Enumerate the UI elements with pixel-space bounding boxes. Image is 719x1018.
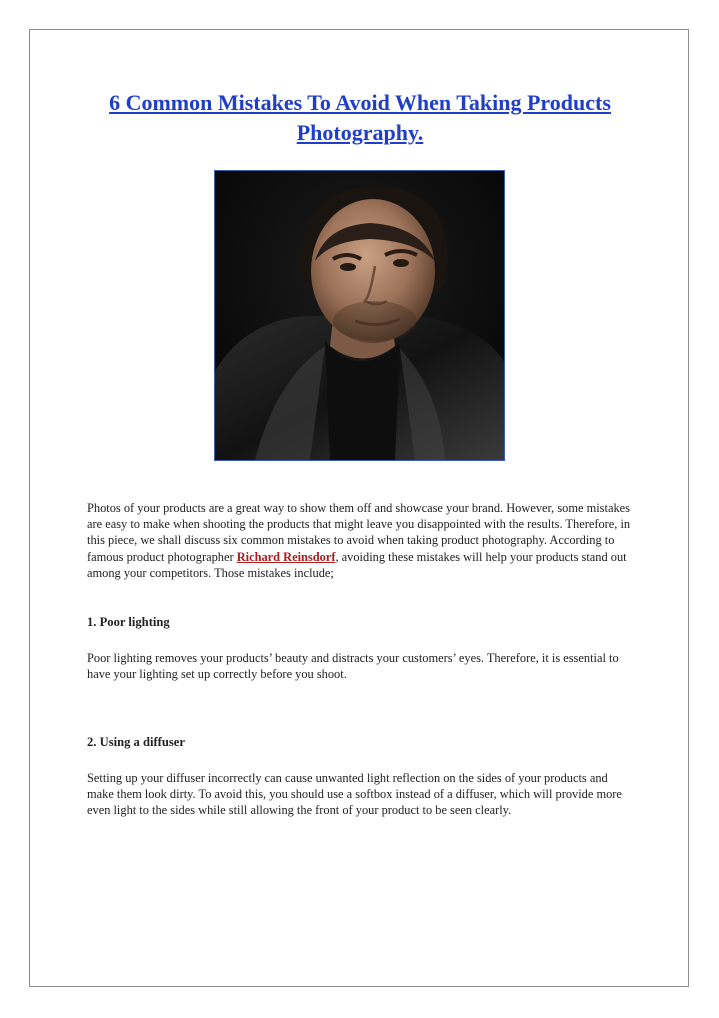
- intro-text-before-link: Photos of your products are a great way to show them off and showcase your brand. However, some mistakes are easy to make when shooting the products that might leave you disappointed with the results. Therefore, in this piece, we shall discuss six common mistakes to avoid when taking product photography. According to famous product photographer: [87, 501, 631, 564]
- portrait-illustration: [215, 171, 504, 460]
- article-title[interactable]: 6 Common Mistakes To Avoid When Taking Products Photography.: [109, 90, 611, 145]
- section-heading-2: 2. Using a diffuser: [87, 735, 185, 749]
- section-heading-1: 1. Poor lighting: [87, 615, 170, 629]
- portrait-photo: [214, 170, 505, 461]
- photographer-link[interactable]: Richard Reinsdorf: [236, 549, 336, 564]
- section-body-1: Poor lighting removes your products’ beauty and distracts your customers’ eyes. Therefore, it is essential to have your lighting set up correctly before you shoot.: [87, 651, 619, 682]
- intro-paragraph: [87, 500, 635, 581]
- section-body-2: Setting up your diffuser incorrectly can cause unwanted light reflection on the sides of your products and make them look dirty. To avoid this, you should use a softbox instead of a diffuser, which will provide more even light to the sides while still allowing the front of your product to be seen clearly.: [87, 771, 622, 818]
- intro-text-after-link: , avoiding these mistakes will help your products stand out among your competitors. Those mistakes include;: [87, 549, 627, 580]
